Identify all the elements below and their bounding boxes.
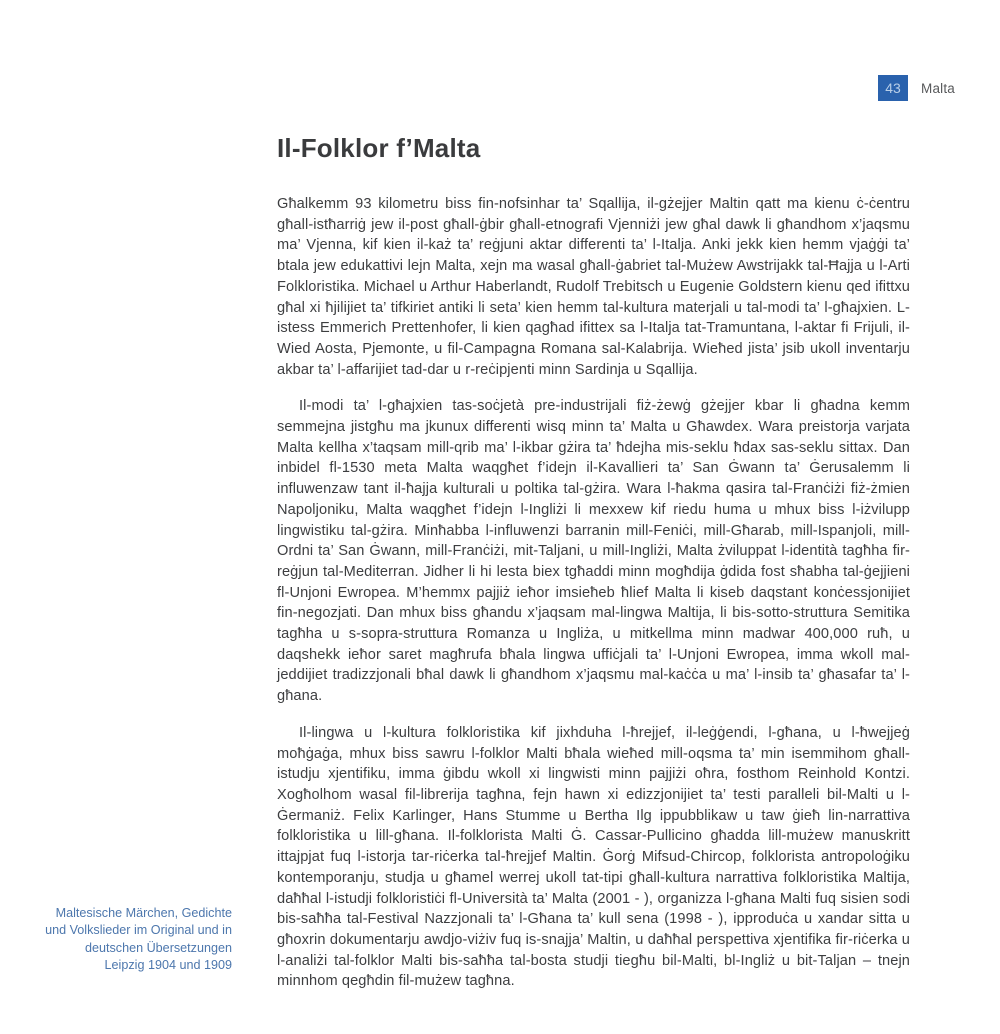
- caption-line: und Volkslieder im Original und in: [45, 923, 232, 938]
- page-header: [878, 75, 955, 101]
- page-number-badge: [878, 75, 908, 101]
- caption-line: Leipzig 1904 und 1909: [104, 957, 232, 972]
- article: [277, 133, 910, 1008]
- paragraph-1: Għalkemm 93 kilometru biss fin-nofsinhar ta’ Sqallija, il-gżejjer Maltin qatt ma kienu ċ-ċentru għall-istħarriġ jew il-post għall-ġbir għall-etnografi Vjenniżi jew għal dawk li għandhom x’jaqsmu ma’ Vjenna, kif kien il-każ ta’ reġjuni aktar differenti ta’ l-Italja. Anki jekk kien hemm vjaġġi ta’ btala jew edukattivi lejn Malta, xejn ma wasal għall-ġabriet tal-Mużew Awstrijakk tal-Ħajja u l-Arti Folkloristika. Michael u Arthur Haberlandt, Rudolf Trebitsch u Eugenie Goldstern kienu qed ifittxu għal xi ħjilijiet ta’ tifkiriet antiki li seta’ kien hemm tal-kultura materjali u tal-modi ta’ l-għajxien. L-istess Emmerich Prettenhofer, li kien qagħad ifittex sa l-Italja tat-Tramuntana, l-aktar fi Frijuli, il-Wied Aosta, Pjemonte, u fil-Campagna Romana sal-Kalabrija. Wieħed jista’ jsib ukoll inventarju akbar ta’ l-affarijiet tad-dar u r-reċipjenti minn Sardinja u Sqallija.: [277, 196, 910, 378]
- region-label: Malta: [921, 80, 956, 96]
- page-title: Il-Folklor f’Malta: [277, 133, 481, 163]
- paragraph-3: Il-lingwa u l-kultura folkloristika kif jixhduha l-ħrejjef, il-leġġendi, l-għana, u l-ħwejjeġ moħġaġa, mhux biss sawru l-folklor Malti bħala wieħed mill-oqsma ta’ min isemmihom għall-istudju xjentifiku, imma ġibdu wkoll xi lingwisti minn pajjiżi oħra, fosthom Reinhold Kontzi. Xogħolhom wasal fil-librerija tagħna, fejn hawn xi edizzjonijiet ta’ testi paralleli bil-Malti u l-Ġermaniż. Felix Karlinger, Hans Stumme u Bertha Ilg ippubblikaw u taw ġieħ lin-narrattiva folkloristika u lill-għana. Il-folklorista Malti Ġ. Cassar-Pullicino għadda lill-mużew manuskritt ittajpjat fuq l-istorja tar-riċerka tal-ħrejjef Maltin. Ġorġ Mifsud-Chircop, folklorista antropoloġiku kontemporanju, studja u għamel werrej ukoll tat-tipi għall-kultura narrattiva folkloristika Maltija, daħħal l-istudji folkloristiċi fl-Università ta’ Malta (2001 - ), organizza l-għana Malti fuq sisien sodi bis-saħħa tal-Festival Nazzjonali ta’ l-Għana ta’ kull sena (1998 - ), ipproduċa u xandar sitta u għoxrin dokumentarju awdjo-viżiv fuq is-snajja’ Maltin, u daħħal perspettiva xjentifika fir-riċerka u l-analiżi tal-folklor Malti bis-saħħa tal-bosta studji tiegħu bil-Malti, bl-Ingliż u bit-Taljan – tnejn minnhom qegħdin fil-mużew tagħna.: [277, 724, 910, 990]
- source-caption: [20, 905, 232, 974]
- caption-line: Maltesische Märchen, Gedichte: [55, 906, 232, 920]
- page-number: 43: [885, 80, 901, 96]
- paragraph-2: Il-modi ta’ l-għajxien tas-soċjetà pre-industrijali fiż-żewġ gżejjer kbar li għadna kemm semmejna jistgħu ma jkunux differenti wisq minn ta’ Malta u Għawdex. Wara preistorja varjata Malta kellha x’taqsam mill-qrib ma’ l-ikbar gżira ta’ ħdejha mis-seklu ħdax sas-seklu sittax. Dan inbidel fl-1530 meta Malta waqgħet f’idejn il-Kavallieri ta’ San Ġwann ta’ Ġerusalemm li influwenzaw tant il-ħajja kulturali u poltika tal-gżira. Wara l-ħakma qasira tal-Franċiżi fiż-żmien Napoljoniku, Malta waqgħet f’idejn l-Ingliżi li mexxew kif riedu huma u mhux biss l-iżvilupp lingwistiku tal-gżira. Minħabba l-influwenzi barranin mill-Feniċi, mill-Għarab, mill-Ispanjoli, mill-Ordni ta’ San Ġwann, mill-Franċiżi, mit-Taljani, u mill-Ingliżi, Malta żviluppat l-identità tagħha fir-reġjun tal-Mediterran. Jidher li hi lesta biex tgħaddi minn mogħdija ġdida fost sħabha tal-ġejjieni fl-Unjoni Ewropea. M’hemmx pajjiż ieħor imsieħeb ħlief Malta li kiseb daqstant konċessjonijiet fin-negozjati. Dan mhux biss għandu x’jaqsam mal-lingwa Maltija, li bis-sotto-struttura Semitika tagħha u s-sopra-struttura Romanza u Ingliża, u mitkellma minn madwar 400,000 ruħ, u daqshekk ieħor saret magħrufa bħala lingwa uffiċjali ta’ l-Unjoni Ewropea, imma wkoll mal-jeddijiet tradizzjonali bħal dawk li għandhom x’jaqsmu mal-kaċċa u ma’ l-insib ta’ għasafar ta’ l-għana.: [277, 398, 910, 705]
- caption-line: deutschen Übersetzungen: [84, 940, 232, 955]
